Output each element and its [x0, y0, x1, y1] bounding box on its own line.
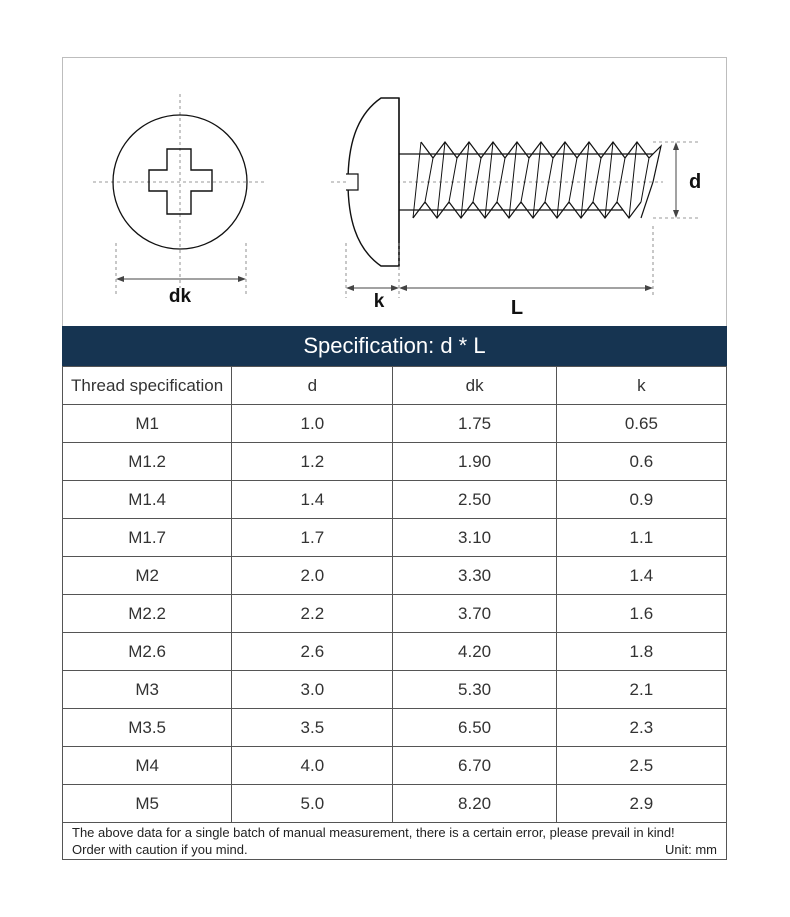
cell-d: 1.2: [232, 443, 393, 481]
cell-k: 0.6: [556, 443, 726, 481]
cell-dk: 2.50: [393, 481, 556, 519]
cell-k: 2.5: [556, 747, 726, 785]
table-header-row: [63, 367, 727, 405]
cell-thread: M2: [63, 557, 232, 595]
table-row: [63, 747, 727, 785]
cell-dk: 6.50: [393, 709, 556, 747]
cell-thread: M1.4: [63, 481, 232, 519]
note-disclaimer: The above data for a single batch of manual measurement, there is a certain error, please prevail in kind!: [72, 825, 675, 840]
table-row: [63, 671, 727, 709]
table-row: [63, 557, 727, 595]
screw-drawing: [63, 58, 726, 326]
table-row: [63, 595, 727, 633]
cell-d: 2.2: [232, 595, 393, 633]
note-footer: [72, 841, 717, 858]
cell-thread: M1: [63, 405, 232, 443]
cell-d: 2.6: [232, 633, 393, 671]
cell-k: 1.4: [556, 557, 726, 595]
unit-label: Unit: mm: [665, 842, 717, 857]
cell-thread: M4: [63, 747, 232, 785]
header-thread-spec: Thread specification: [63, 367, 232, 405]
cell-dk: 3.30: [393, 557, 556, 595]
cell-dk: 1.75: [393, 405, 556, 443]
cell-k: 2.1: [556, 671, 726, 709]
screw-head-top-view: [93, 94, 265, 307]
cell-k: 1.1: [556, 519, 726, 557]
cell-d: 1.0: [232, 405, 393, 443]
cell-d: 3.0: [232, 671, 393, 709]
cell-d: 2.0: [232, 557, 393, 595]
table-row: [63, 709, 727, 747]
cell-thread: M3: [63, 671, 232, 709]
spec-table: [62, 366, 727, 823]
table-row: [63, 633, 727, 671]
cell-dk: 3.70: [393, 595, 556, 633]
table-row: [63, 785, 727, 823]
cell-d: 3.5: [232, 709, 393, 747]
cell-dk: 3.10: [393, 519, 556, 557]
measurement-note: [62, 822, 727, 860]
cell-dk: 8.20: [393, 785, 556, 823]
k-label: k: [373, 291, 385, 312]
specification-title: Specification: d * L: [62, 326, 727, 366]
cell-k: 1.8: [556, 633, 726, 671]
cell-k: 2.3: [556, 709, 726, 747]
table-row: [63, 481, 727, 519]
cell-dk: 1.90: [393, 443, 556, 481]
cell-d: 1.4: [232, 481, 393, 519]
cell-thread: M3.5: [63, 709, 232, 747]
note-caution: Order with caution if you mind.: [72, 842, 248, 857]
table-row: [63, 405, 727, 443]
d-label: d: [689, 171, 702, 193]
cell-d: 4.0: [232, 747, 393, 785]
cell-d: 1.7: [232, 519, 393, 557]
L-label: L: [510, 297, 524, 319]
screw-side-view: [331, 98, 701, 319]
cell-k: 0.65: [556, 405, 726, 443]
cell-thread: M2.2: [63, 595, 232, 633]
cell-dk: 5.30: [393, 671, 556, 709]
cell-thread: M2.6: [63, 633, 232, 671]
header-dk: dk: [393, 367, 556, 405]
cell-dk: 4.20: [393, 633, 556, 671]
cell-thread: M1.7: [63, 519, 232, 557]
table-row: [63, 443, 727, 481]
header-d: d: [232, 367, 393, 405]
cell-thread: M1.2: [63, 443, 232, 481]
cell-k: 1.6: [556, 595, 726, 633]
cell-thread: M5: [63, 785, 232, 823]
cell-k: 0.9: [556, 481, 726, 519]
table-row: [63, 519, 727, 557]
dk-label: dk: [168, 286, 192, 307]
cell-d: 5.0: [232, 785, 393, 823]
cell-k: 2.9: [556, 785, 726, 823]
cell-dk: 6.70: [393, 747, 556, 785]
header-k: k: [556, 367, 726, 405]
